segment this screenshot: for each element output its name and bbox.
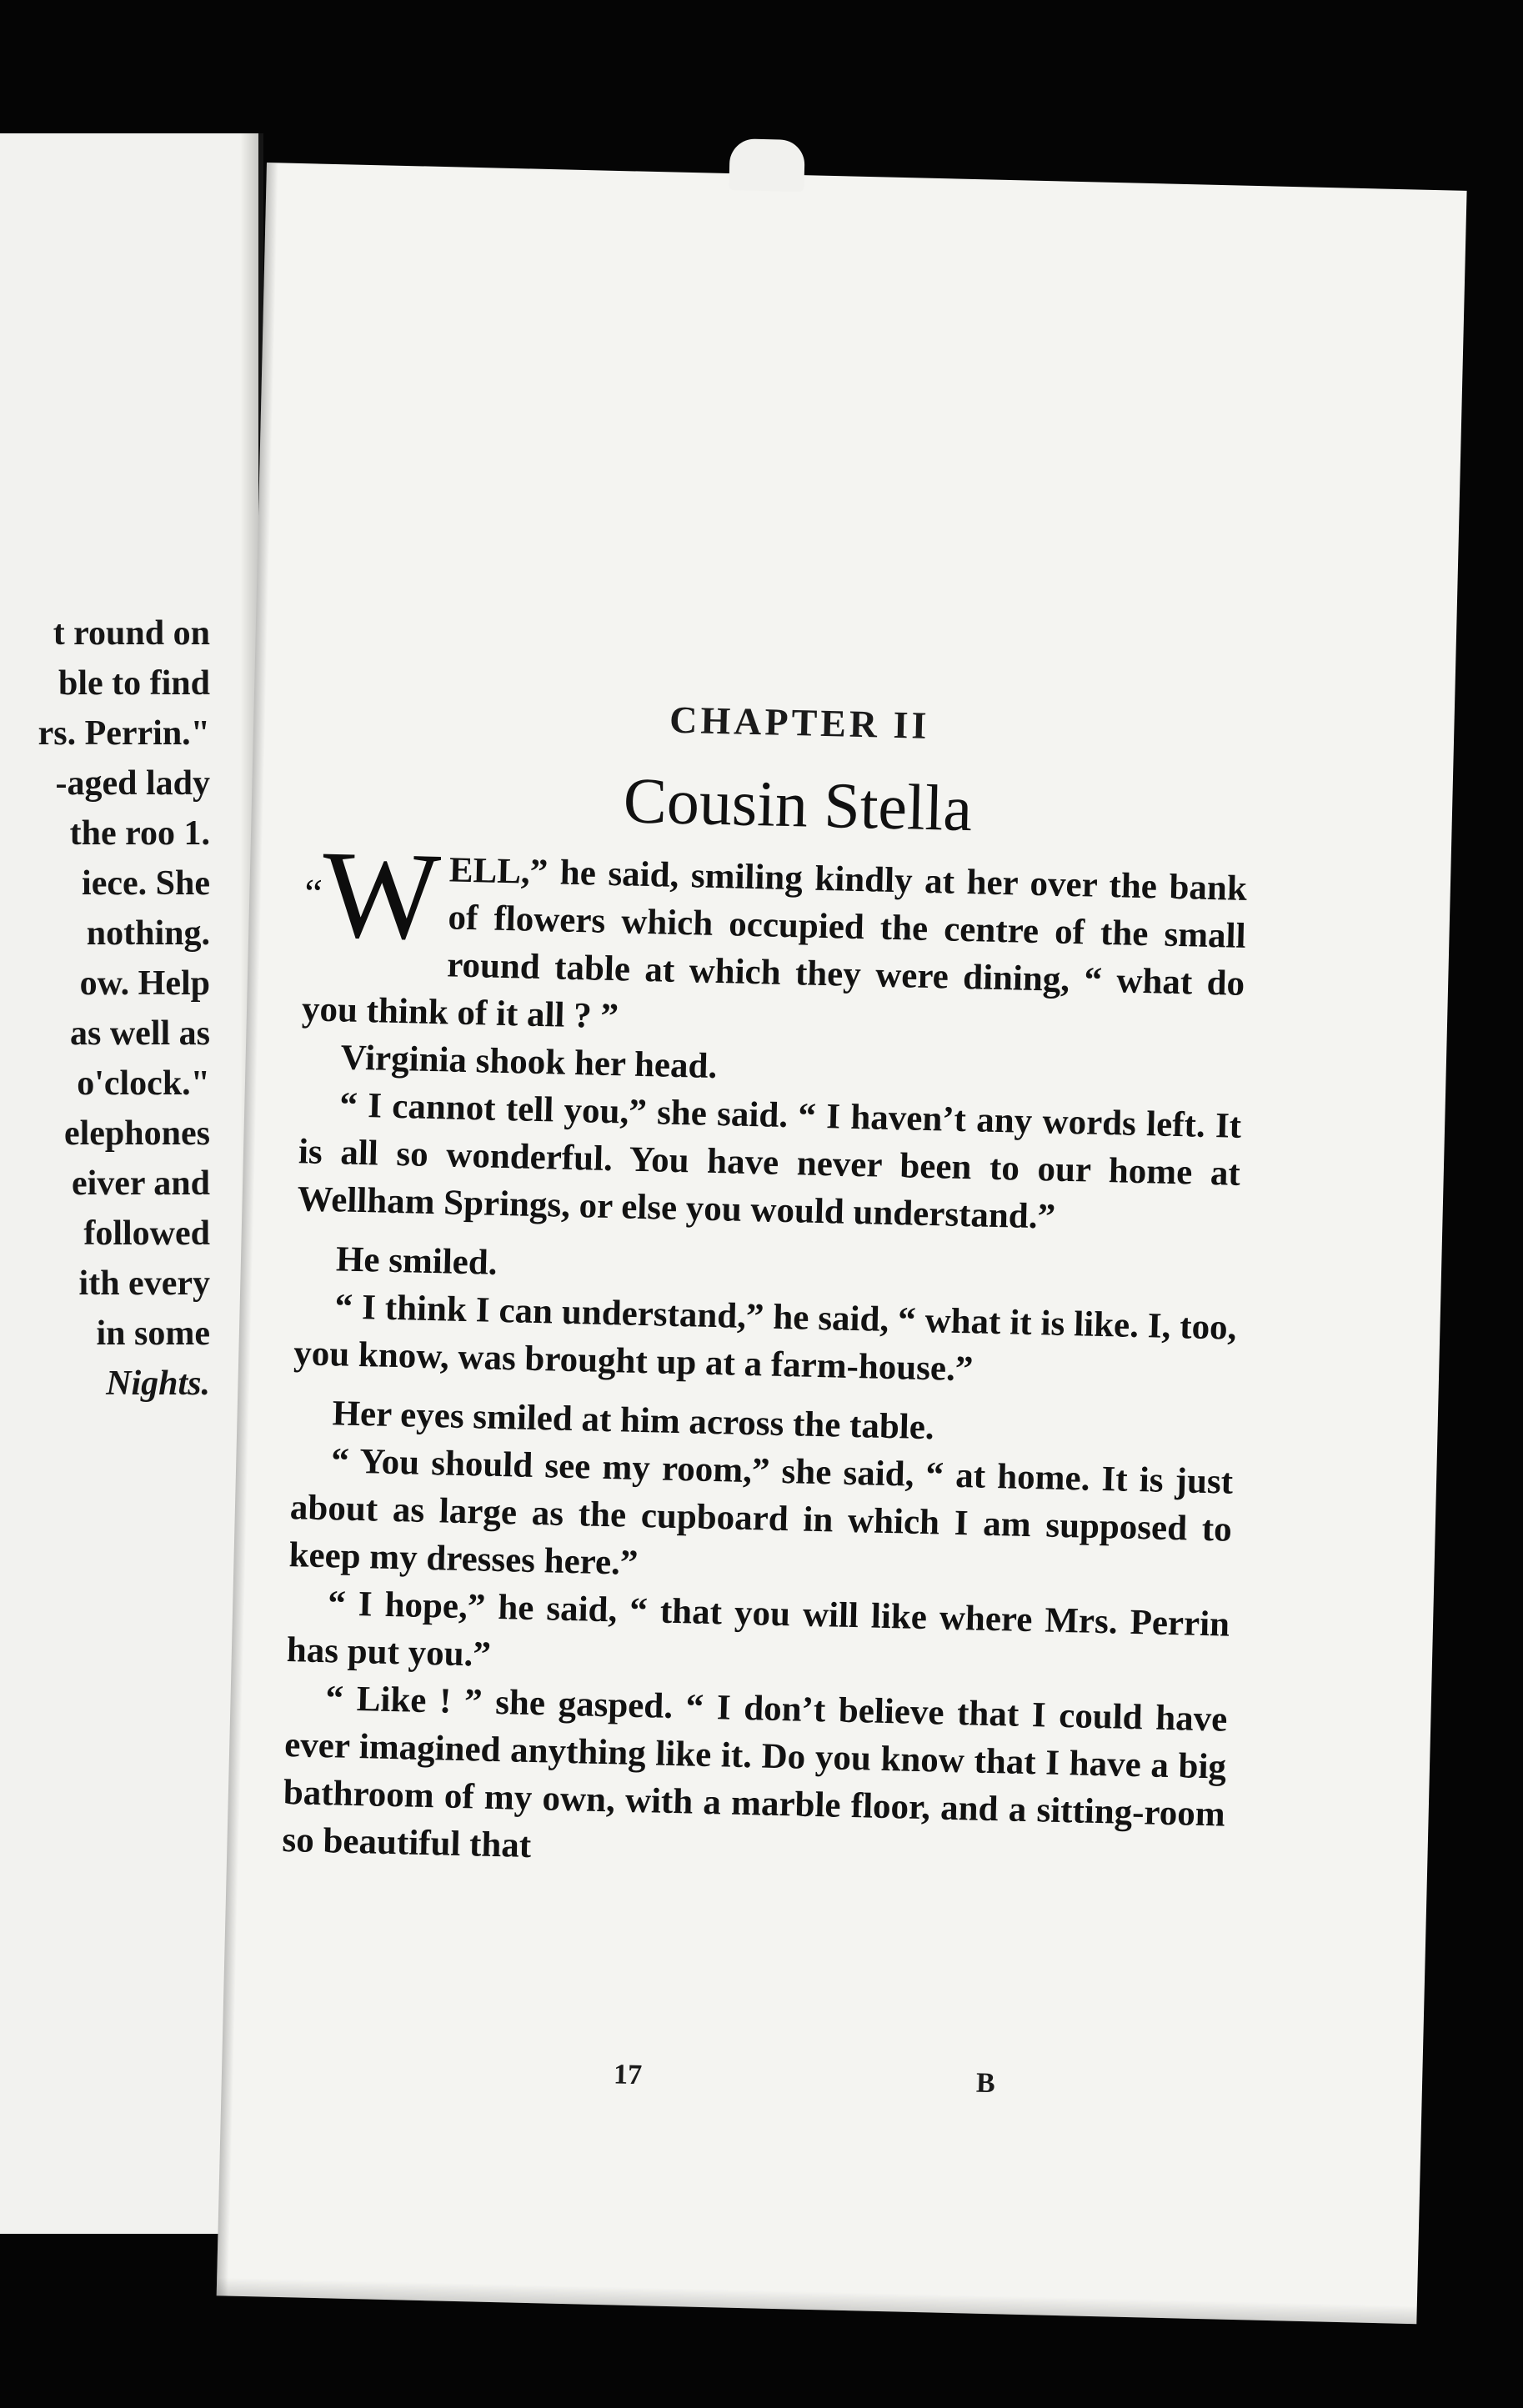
body-text — [282, 824, 1248, 1885]
paragraph: “ I think I can understand,” he said, “ what it is like. I, too, you know, was brought up at a farm-house.” — [293, 1287, 1237, 1389]
facing-line: eiver and — [71, 1164, 210, 1203]
facing-line: nothing. — [86, 914, 210, 953]
facing-line: in some — [96, 1314, 210, 1353]
paragraph: “ Like ! ” she gasped. “ I don’t believe that I could have ever imagined anything like it. Do you know that I have a big bathroom of my own, with a marble floor, and a sitting-room so beautiful that — [282, 1679, 1228, 1866]
facing-line: as well as — [70, 1014, 210, 1053]
facing-line: Nights. — [106, 1364, 210, 1403]
book-page — [217, 163, 1467, 2324]
paragraph: Virginia shook her head. — [340, 1038, 718, 1087]
paragraph: “ You should see my room,” she said, “ at home. It is just about as large as the cupboard in which I am supposed to keep my dresses here.” — [288, 1441, 1234, 1583]
page-notch — [729, 138, 804, 192]
drop-cap-quote: “ — [303, 871, 323, 916]
facing-line: o'clock." — [77, 1064, 210, 1103]
facing-line: ble to find — [58, 664, 210, 703]
opening-paragraph-text: ELL,” he said, smiling kindly at her over the bank of flowers which occupied the centre of the small round table at which they were dining, “ what do you think of it all ? ” — [301, 850, 1248, 1037]
paragraph: “ I cannot tell you,” she said. “ I haven’t any words left. It is all so wonderful. You have never been to our home at Wellham Springs, or else you would understand.” — [297, 1085, 1242, 1237]
facing-page-text — [0, 608, 210, 1409]
facing-line: rs. Perrin." — [38, 714, 210, 753]
facing-line: ith every — [78, 1264, 210, 1303]
facing-page — [0, 133, 263, 2234]
page-bottom-shadow — [217, 2277, 1417, 2324]
drop-cap-letter: W — [320, 824, 443, 967]
page-number: 17 — [613, 2059, 643, 2091]
paragraph: Her eyes smiled at him across the table. — [332, 1394, 935, 1448]
signature-mark: B — [975, 2067, 996, 2100]
chapter-label: CHAPTER II — [669, 698, 931, 747]
facing-line: followed — [83, 1214, 210, 1253]
facing-line: -aged lady — [55, 764, 210, 803]
paragraph: “ I hope,” he said, “ that you will like where Mrs. Perrin has put you.” — [286, 1584, 1230, 1675]
facing-line: the roo 1. — [69, 814, 210, 853]
facing-line: t round on — [53, 614, 210, 653]
facing-line: elephones — [63, 1114, 210, 1153]
facing-line: ow. Help — [79, 964, 210, 1003]
drop-cap — [303, 824, 443, 967]
chapter-title: Cousin Stella — [622, 763, 974, 845]
paragraph: He smiled. — [335, 1239, 498, 1283]
facing-line: iece. She — [82, 864, 210, 903]
opening-paragraph — [301, 824, 1248, 1055]
